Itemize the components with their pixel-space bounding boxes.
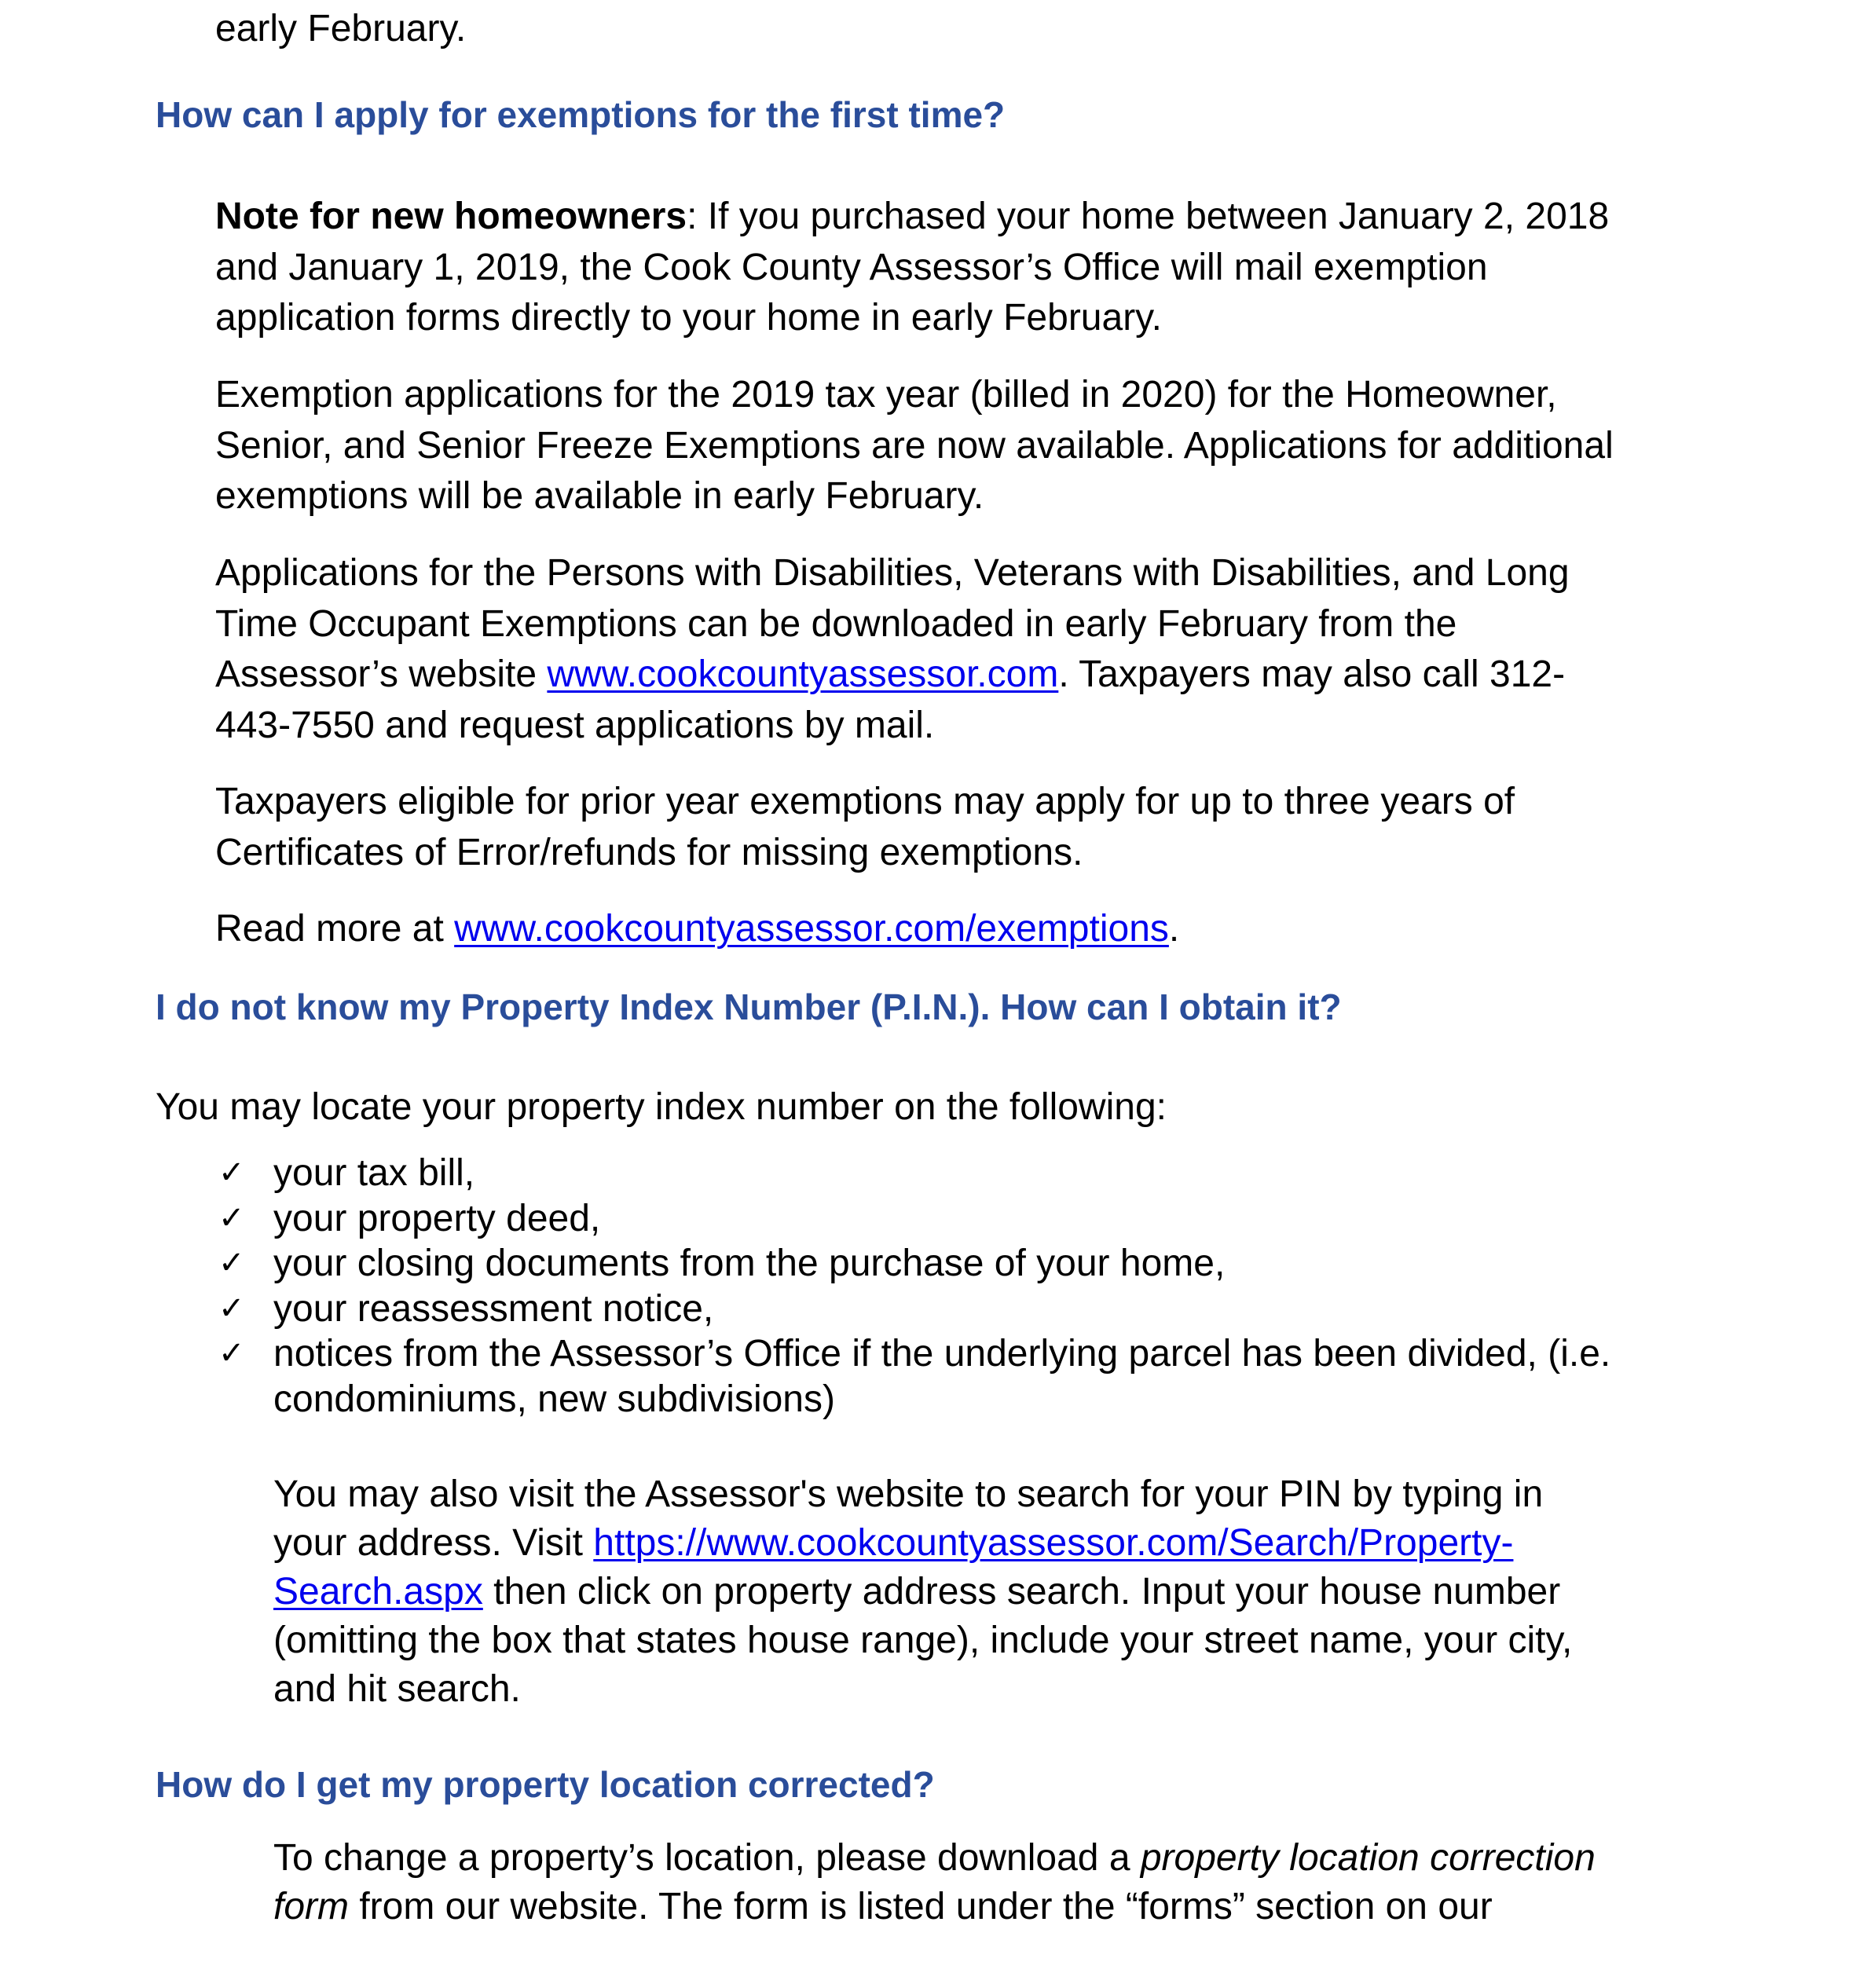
text-line: Certificates of Error/refunds for missing exemptions.: [215, 831, 1083, 873]
text-run: .: [1168, 908, 1180, 950]
text-line: [273, 1883, 1596, 1931]
text-line: [215, 650, 1570, 701]
list-item: [211, 1287, 1610, 1332]
section-heading-pin: I do not know my Property Index Number (P.I.N.). How can I obtain it?: [156, 986, 1342, 1027]
text-run: your address. Visit: [273, 1522, 594, 1564]
assessor-website-link[interactable]: www.cookcountyassessor.com: [547, 653, 1059, 695]
paragraph-prior-year: [215, 777, 1515, 878]
text-line: [273, 1568, 1572, 1616]
property-search-link-continued[interactable]: Search.aspx: [273, 1571, 483, 1612]
text-line: Time Occupant Exemptions can be downloaded in early February from the: [215, 602, 1457, 645]
paragraph-exemption-applications: [215, 370, 1614, 522]
checkmark-icon: ✓: [218, 1335, 245, 1371]
text-run: . Taxpayers may also call 312-: [1058, 653, 1566, 695]
text-run: Read more at: [215, 908, 455, 950]
italic-run: form: [273, 1886, 349, 1927]
continued-text: [215, 4, 466, 55]
pin-location-list: [211, 1151, 1610, 1422]
text-line: [273, 1519, 1572, 1568]
paragraph-disability-applications: [215, 548, 1570, 751]
text-line: Taxpayers eligible for prior year exemptions may apply for up to three years of: [215, 781, 1515, 822]
text-run: To change a property’s location, please download a: [273, 1837, 1141, 1879]
text-line: 443-7550 and request applications by mail.: [215, 704, 935, 746]
text-run: : If you purchased your home between January 2, 2018: [687, 196, 1610, 237]
text-line: and hit search.: [273, 1668, 521, 1710]
list-item: [211, 1196, 1610, 1242]
list-item-text: your reassessment notice,: [273, 1287, 714, 1330]
location-correction-text: [273, 1834, 1596, 1931]
text-run: then click on property address search. Input your house number: [482, 1571, 1561, 1612]
text-run: Assessor’s website: [215, 653, 548, 695]
list-item-text: notices from the Assessor’s Office if the underlying parcel has been divided, (i.e.: [273, 1333, 1611, 1374]
checkmark-icon: ✓: [218, 1155, 245, 1191]
new-homeowners-note: [215, 192, 1609, 344]
list-item: [211, 1151, 1610, 1196]
list-item-text: your closing documents from the purchase of your home,: [273, 1243, 1226, 1284]
exemptions-link[interactable]: www.cookcountyassessor.com/exemptions: [454, 908, 1169, 950]
text-line: Senior, and Senior Freeze Exemptions are now available. Applications for additional: [215, 424, 1614, 467]
list-item-text: your tax bill,: [273, 1152, 475, 1194]
list-item: [211, 1331, 1610, 1422]
checkmark-icon: ✓: [218, 1245, 245, 1281]
list-item-text-continued: condominiums, new subdivisions): [273, 1378, 835, 1420]
text-line: [273, 1834, 1596, 1883]
text-line: and January 1, 2019, the Cook County Assessor’s Office will mail exemption: [215, 246, 1488, 288]
pin-intro: [156, 1082, 1167, 1133]
text-line: Applications for the Persons with Disabilities, Veterans with Disabilities, and Long: [215, 552, 1570, 594]
note-label: Note for new homeowners: [215, 196, 687, 237]
italic-run: property location correction: [1140, 1837, 1596, 1879]
checkmark-icon: ✓: [218, 1290, 245, 1327]
property-search-link[interactable]: https://www.cookcountyassessor.com/Search/Property-: [593, 1522, 1514, 1564]
section-heading-exemptions: How can I apply for exemptions for the first time?: [156, 94, 1006, 135]
text-line: Exemption applications for the 2019 tax year (billed in 2020) for the Homeowner,: [215, 374, 1557, 415]
text-line: You may also visit the Assessor's website to search for your PIN by typing in: [273, 1473, 1544, 1515]
checkmark-icon: ✓: [218, 1199, 245, 1236]
text-line: (omitting the box that states house range), include your street name, your city,: [273, 1620, 1573, 1661]
text-run: from our website. The form is listed under the “forms” section on our: [349, 1886, 1493, 1927]
text-line: [215, 904, 1179, 955]
text-line: early February.: [215, 8, 467, 49]
list-item-text: your property deed,: [273, 1197, 601, 1239]
text-line: You may locate your property index number on the following:: [156, 1086, 1167, 1128]
text-line: application forms directly to your home in early February.: [215, 297, 1162, 339]
pin-search-note: [273, 1470, 1572, 1714]
text-line: exemptions will be available in early February.: [215, 475, 984, 517]
list-item: [211, 1241, 1610, 1287]
paragraph-read-more: [215, 904, 1179, 955]
section-heading-location: How do I get my property location corrected?: [156, 1764, 935, 1805]
text-line: [215, 192, 1609, 243]
